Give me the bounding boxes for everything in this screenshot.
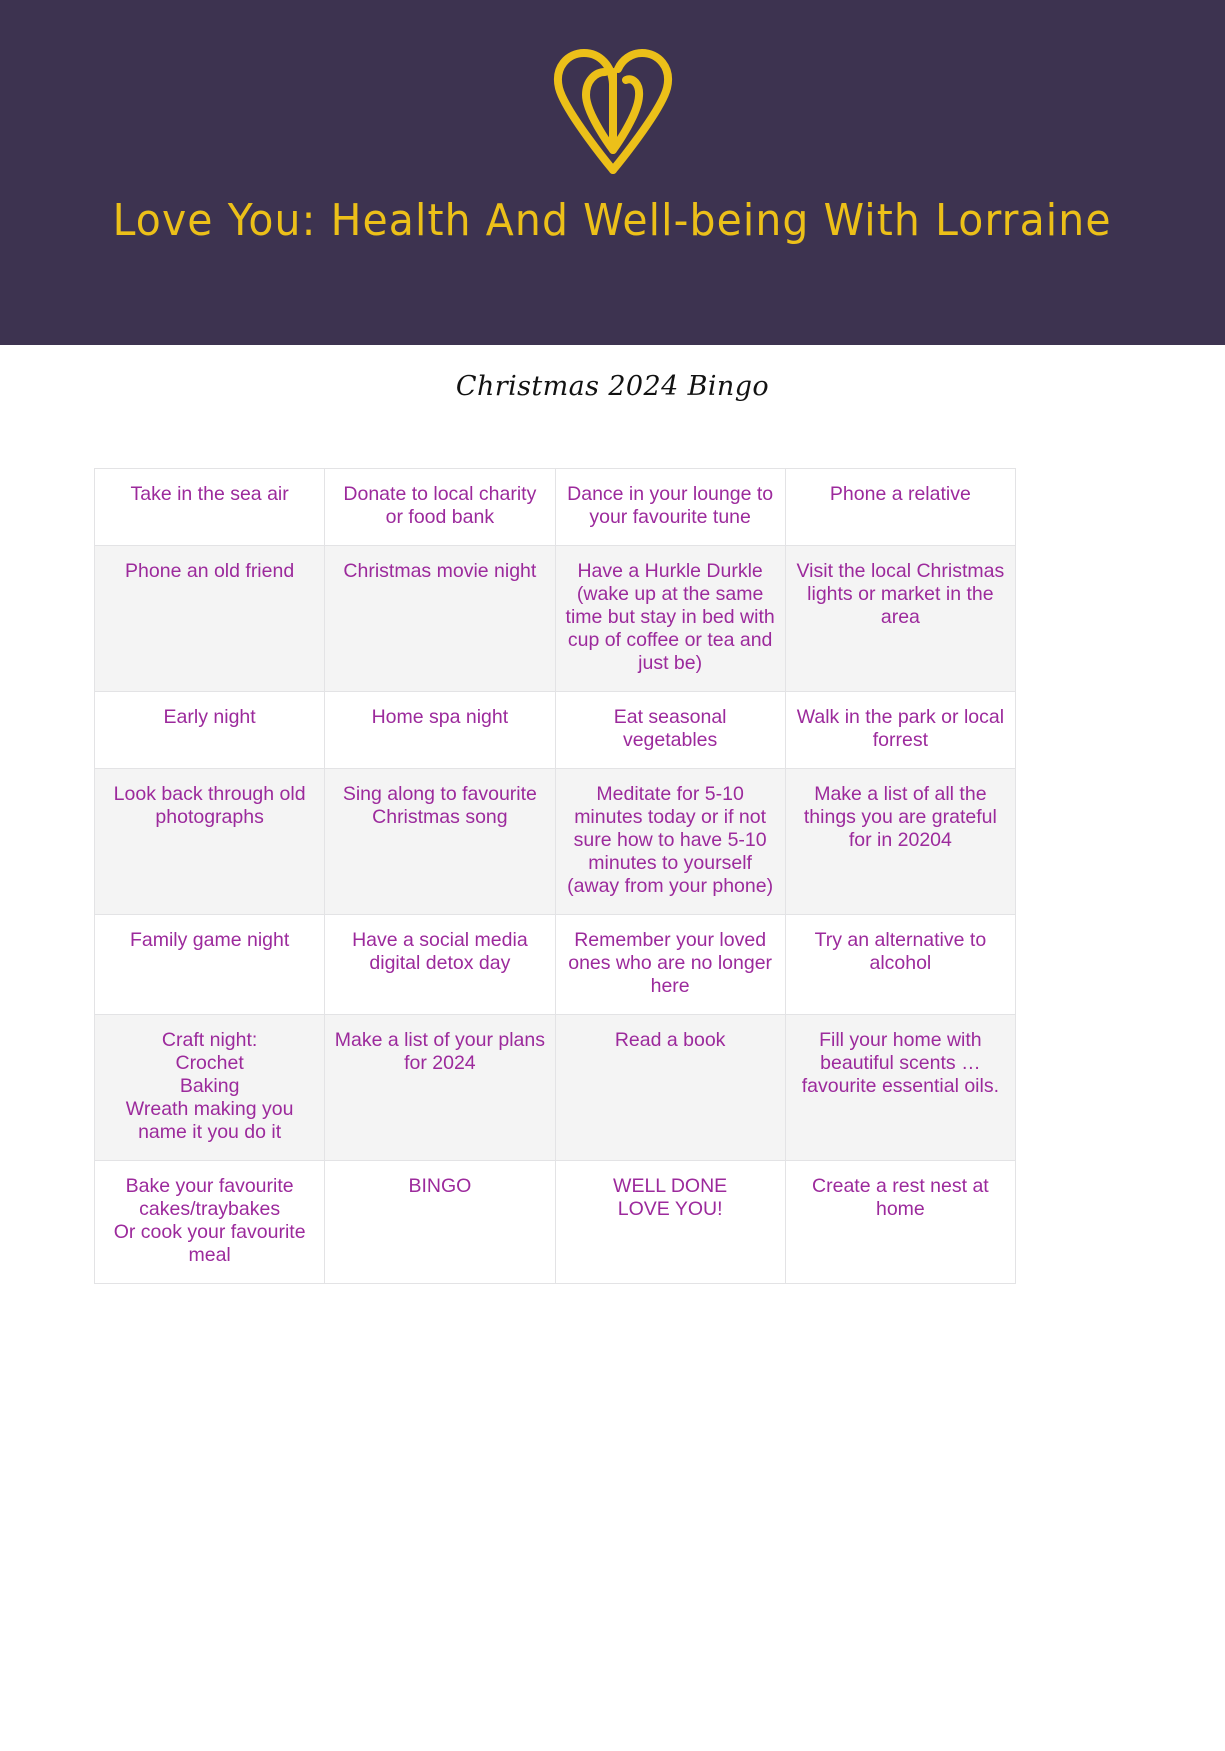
bingo-row — [95, 1015, 1016, 1161]
bingo-cell-line: Early night — [163, 706, 256, 728]
bingo-cell-line: name it you do it — [138, 1121, 282, 1143]
bingo-cell-line: minutes to yourself — [588, 852, 752, 874]
bingo-cell[interactable] — [555, 546, 785, 692]
bingo-cell[interactable] — [325, 1015, 555, 1161]
bingo-cell-line: Crochet — [175, 1052, 244, 1074]
bingo-cell-line: Make a list of all the — [814, 783, 987, 805]
bingo-cell-line: cup of coffee or tea and — [567, 629, 773, 651]
bingo-cell-line: WELL DONE — [613, 1175, 728, 1197]
bingo-cell[interactable] — [555, 469, 785, 546]
bingo-cell-line: Meditate for 5-10 — [596, 783, 744, 805]
bingo-cell-line: Craft night: — [161, 1029, 258, 1051]
bingo-cell[interactable] — [325, 692, 555, 769]
bingo-cell[interactable] — [95, 469, 325, 546]
page-title: Christmas 2024 Bingo — [455, 371, 770, 402]
bingo-row — [95, 1161, 1016, 1284]
bingo-cell-line: Phone a relative — [829, 483, 971, 505]
bingo-cell-line: Make a list of your plans — [334, 1029, 545, 1051]
bingo-cell[interactable] — [325, 769, 555, 915]
bingo-cell-line: Create a rest nest at — [812, 1175, 989, 1197]
bingo-cell[interactable] — [555, 692, 785, 769]
bingo-cell-line: time but stay in bed with — [565, 606, 775, 628]
bingo-cell-line: Walk in the park or local — [796, 706, 1005, 728]
bingo-cell[interactable] — [785, 546, 1015, 692]
bingo-table-body — [95, 469, 1016, 1284]
brand-title: Love You: Health And Well-being With Lorraine — [112, 195, 1113, 246]
bingo-cell-line: ones who are no longer — [568, 952, 773, 974]
bingo-cell-line: Have a Hurkle Durkle — [577, 560, 763, 582]
bingo-row — [95, 469, 1016, 546]
bingo-cell-line: Home spa night — [371, 706, 509, 728]
bingo-cell-line: Christmas movie night — [343, 560, 537, 582]
bingo-cell-line: meal — [188, 1244, 231, 1266]
bingo-table-container — [0, 468, 1225, 1284]
bingo-cell[interactable] — [325, 915, 555, 1015]
bingo-cell-line: Donate to local charity — [343, 483, 537, 505]
bingo-cell-line: Christmas song — [372, 806, 508, 828]
bingo-cell-line: or food bank — [385, 506, 495, 528]
site-header-banner — [0, 0, 1225, 345]
bingo-cell[interactable] — [95, 692, 325, 769]
bingo-cell-line: Remember your loved — [574, 929, 767, 951]
bingo-cell[interactable] — [555, 915, 785, 1015]
bingo-cell-line: BINGO — [408, 1175, 472, 1197]
bingo-cell[interactable] — [95, 1015, 325, 1161]
bingo-cell-line: Eat seasonal vegetables — [613, 706, 727, 751]
bingo-cell[interactable] — [555, 769, 785, 915]
bingo-cell[interactable] — [785, 1015, 1015, 1161]
bingo-cell-line: Or cook your favourite — [113, 1221, 306, 1243]
bingo-cell-line: alcohol — [869, 952, 932, 974]
bingo-cell-line: Have a social media — [352, 929, 528, 951]
bingo-cell-line: Take in the sea air — [130, 483, 289, 505]
bingo-row — [95, 546, 1016, 692]
bingo-cell-line: here — [650, 975, 690, 997]
bingo-cell[interactable] — [325, 469, 555, 546]
bingo-cell[interactable] — [555, 1161, 785, 1284]
bingo-cell-line: things you are grateful — [803, 806, 997, 828]
bingo-cell-line: (wake up at the same — [576, 583, 764, 605]
bingo-cell-line: Visit the local Christmas — [796, 560, 1005, 582]
bingo-cell-line: Wreath making you — [125, 1098, 294, 1120]
bingo-cell-line: your favourite tune — [589, 506, 751, 528]
bingo-cell-line: beautiful scents … — [820, 1052, 981, 1074]
bingo-cell-line: LOVE YOU! — [617, 1198, 723, 1220]
bingo-table — [94, 468, 1016, 1284]
bingo-cell-line: Baking — [179, 1075, 240, 1097]
bingo-row — [95, 692, 1016, 769]
bingo-cell-line: photographs — [155, 806, 264, 828]
bingo-cell-line: Bake your favourite — [125, 1175, 294, 1197]
bingo-cell[interactable] — [95, 915, 325, 1015]
bingo-cell[interactable] — [325, 546, 555, 692]
bingo-cell-line: minutes today or if not — [574, 806, 767, 828]
bingo-cell-line: for 2024 — [404, 1052, 476, 1074]
bingo-cell-line: Phone an old friend — [125, 560, 295, 582]
bingo-cell[interactable] — [325, 1161, 555, 1284]
bingo-cell-line: Fill your home with — [819, 1029, 982, 1051]
bingo-cell-line: Family game night — [129, 929, 290, 951]
bingo-cell[interactable] — [785, 469, 1015, 546]
bingo-cell-line: Look back through old — [113, 783, 306, 805]
bingo-cell-line: digital detox day — [369, 952, 511, 974]
bingo-cell[interactable] — [95, 769, 325, 915]
bingo-cell-line: forrest — [872, 729, 928, 751]
heart-logo-icon — [538, 42, 688, 177]
bingo-row — [95, 769, 1016, 915]
bingo-cell-line: favourite essential oils. — [801, 1075, 1000, 1097]
bingo-cell-line: sure how to have 5-10 — [573, 829, 767, 851]
bingo-cell-line: lights or market in the — [807, 583, 994, 605]
bingo-cell[interactable] — [95, 1161, 325, 1284]
bingo-row — [95, 915, 1016, 1015]
bingo-cell-line: (away from your phone) — [567, 875, 774, 897]
bingo-cell-line: Try an alternative to — [814, 929, 987, 951]
bingo-cell-line: Sing along to favourite — [342, 783, 537, 805]
bingo-cell-line: home — [875, 1198, 925, 1220]
bingo-cell[interactable] — [785, 1161, 1015, 1284]
bingo-cell-line: Read a book — [614, 1029, 726, 1051]
bingo-cell-line: just be) — [638, 652, 703, 674]
bingo-cell[interactable] — [95, 546, 325, 692]
bingo-cell-line: for in 20204 — [848, 829, 952, 851]
bingo-cell[interactable] — [785, 692, 1015, 769]
bingo-cell-line: area — [880, 606, 920, 628]
bingo-cell-line: Dance in your lounge to — [567, 483, 774, 505]
bingo-cell[interactable] — [785, 769, 1015, 915]
bingo-cell[interactable] — [785, 915, 1015, 1015]
bingo-cell[interactable] — [555, 1015, 785, 1161]
bingo-cell-line: cakes/traybakes — [139, 1198, 281, 1220]
